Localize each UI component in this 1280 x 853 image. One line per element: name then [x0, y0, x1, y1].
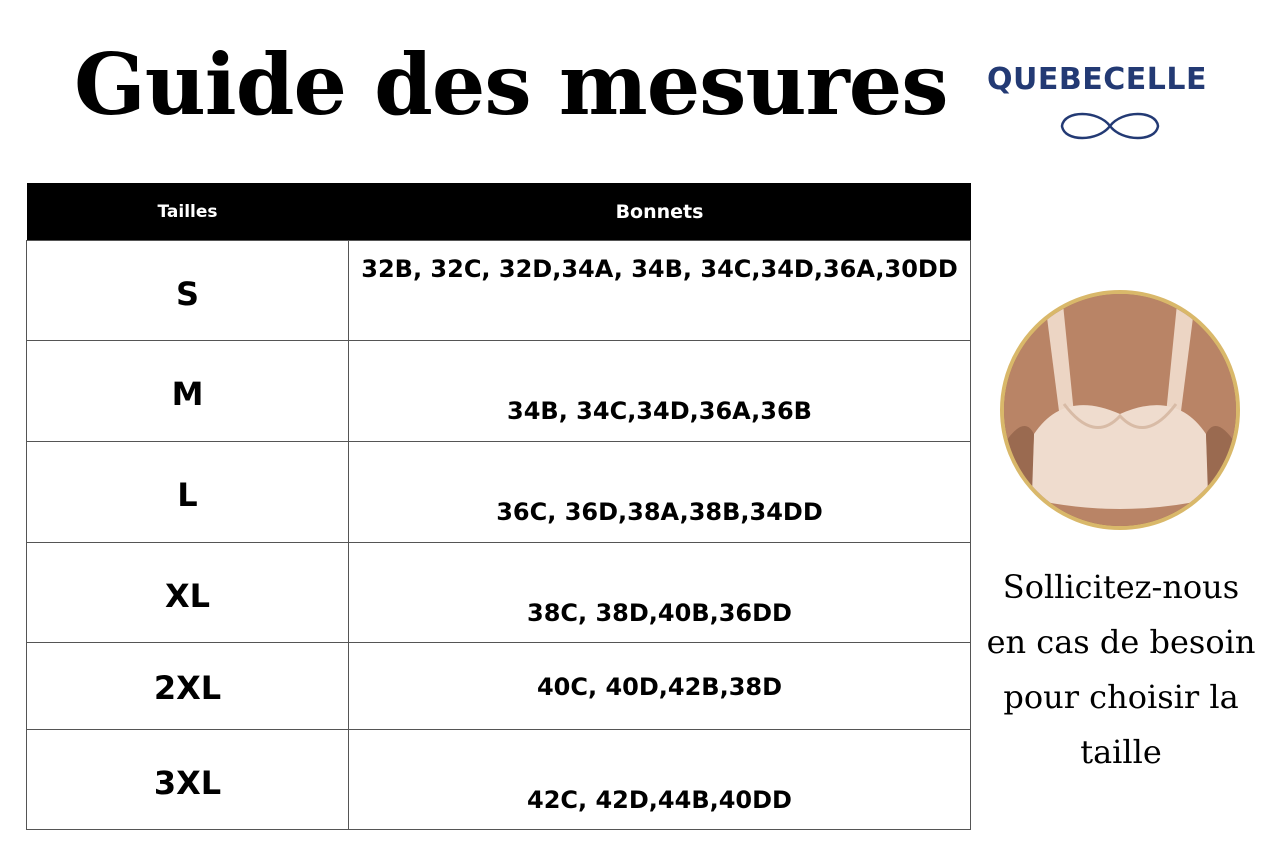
size-label: 3XL — [153, 764, 222, 802]
header-tailles: Tailles — [27, 183, 349, 241]
table-row — [27, 442, 971, 543]
header-bonnets: Bonnets — [349, 183, 971, 241]
size-label: S — [175, 275, 200, 313]
size-label: XL — [164, 577, 211, 615]
cups-value: 36C, 36D,38A,38B,34DD — [496, 498, 823, 526]
cups-value: 42C, 42D,44B,40DD — [527, 786, 792, 814]
size-cell — [27, 442, 349, 543]
logo-text: QUEBECELLE — [987, 62, 1207, 97]
cups-cell — [349, 643, 971, 730]
size-cell — [27, 543, 349, 643]
cups-cell — [349, 442, 971, 543]
page-title: Guide des mesures — [74, 35, 948, 134]
cups-value: 32B, 32C, 32D,34A, 34B, 34C,34D,36A,30DD — [361, 255, 958, 283]
table-row — [27, 241, 971, 341]
cups-value: 38C, 38D,40B,36DD — [527, 599, 792, 627]
bra-illustration — [1004, 294, 1236, 526]
table-row — [27, 730, 971, 830]
cups-value: 34B, 34C,34D,36A,36B — [507, 397, 812, 425]
size-cell — [27, 643, 349, 730]
help-message: Sollicitez-nous en cas de besoin pour choisir la taille — [986, 568, 1256, 771]
table-header-row — [27, 183, 971, 241]
size-cell — [27, 341, 349, 442]
size-cell — [27, 730, 349, 830]
size-label: 2XL — [153, 669, 222, 707]
cups-value: 40C, 40D,42B,38D — [536, 673, 783, 701]
size-label: M — [171, 375, 204, 413]
cups-cell — [349, 341, 971, 442]
table-row — [27, 643, 971, 730]
size-guide-table — [26, 183, 971, 830]
table-row — [27, 543, 971, 643]
table-row — [27, 341, 971, 442]
brand-logo — [985, 62, 1235, 152]
size-label: L — [177, 476, 198, 514]
product-photo — [1000, 290, 1240, 530]
cups-cell — [349, 241, 971, 341]
size-cell — [27, 241, 349, 341]
cups-cell — [349, 543, 971, 643]
cups-cell — [349, 730, 971, 830]
infinity-icon — [1050, 104, 1170, 148]
